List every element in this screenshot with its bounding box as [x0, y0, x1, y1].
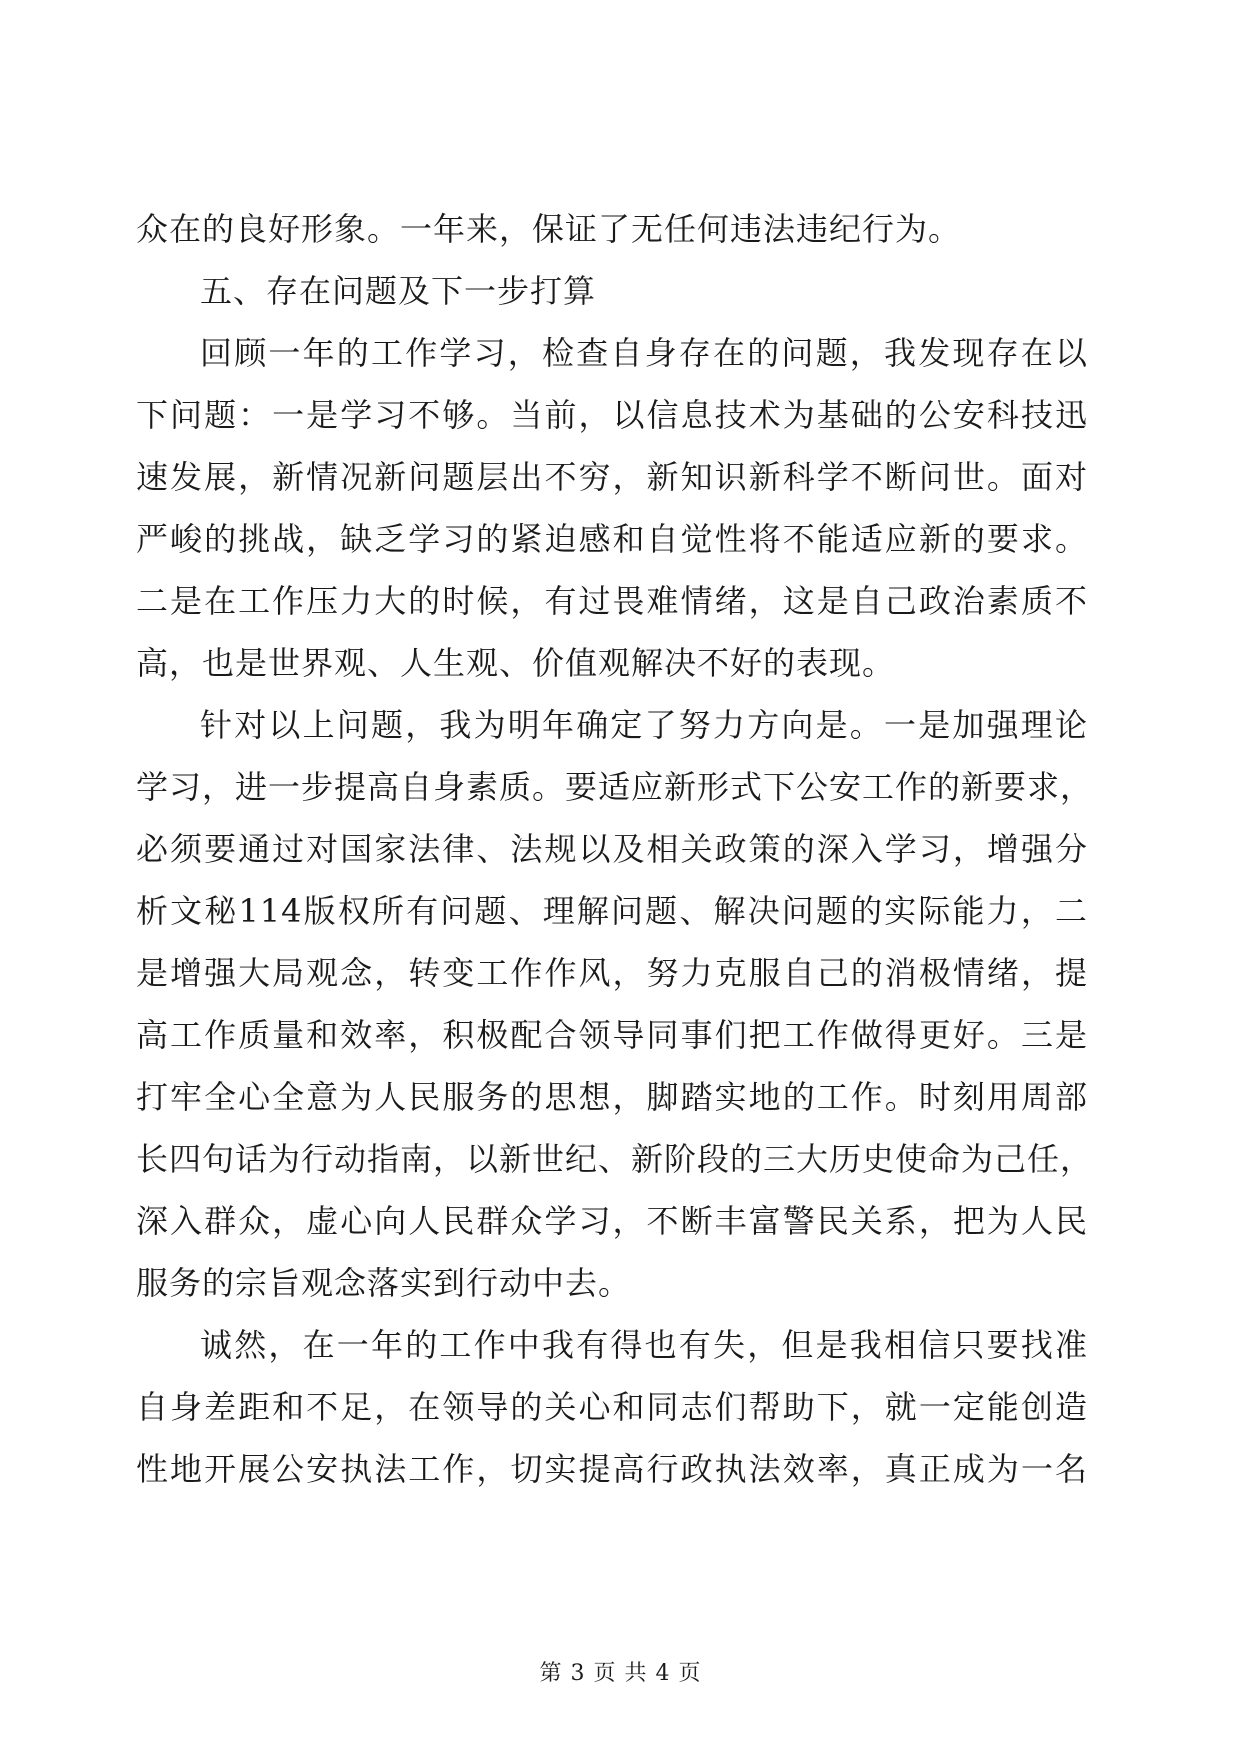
section-heading: 五、存在问题及下一步打算: [200, 272, 597, 310]
text-line: 下问题：一是学习不够。当前，以信息技术为基础的公安科技迅: [136, 396, 1088, 434]
text-line: 长四句话为行动指南，以新世纪、新阶段的三大历史使命为己任，: [136, 1140, 1094, 1178]
text-line: 学习，进一步提高自身素质。要适应新形式下公安工作的新要求，: [136, 768, 1094, 806]
text-line: 众在的良好形象。一年来，保证了无任何违法违纪行为。: [136, 210, 962, 248]
text-line: 速发展，新情况新问题层出不穷，新知识新科学不断问世。面对: [136, 458, 1088, 496]
text-line: 必须要通过对国家法律、法规以及相关政策的深入学习，增强分: [136, 830, 1088, 868]
text-line: 高工作质量和效率，积极配合领导同事们把工作做得更好。三是: [136, 1016, 1088, 1054]
text-line: 打牢全心全意为人民服务的思想，脚踏实地的工作。时刻用周部: [136, 1078, 1088, 1116]
text-line: 高，也是世界观、人生观、价值观解决不好的表现。: [136, 644, 896, 682]
text-line: 深入群众，虚心向人民群众学习，不断丰富警民关系，把为人民: [136, 1202, 1088, 1240]
text-line: 自身差距和不足，在领导的关心和同志们帮助下，就一定能创造: [136, 1388, 1088, 1426]
page-number-footer: 第 3 页 共 4 页: [539, 1661, 702, 1686]
text-line: 回顾一年的工作学习，检查自身存在的问题，我发现存在以: [200, 334, 1088, 372]
text-line: 严峻的挑战，缺乏学习的紧迫感和自觉性将不能适应新的要求。: [136, 520, 1088, 558]
document-body: [136, 198, 1094, 1500]
text-line: 性地开展公安执法工作，切实提高行政执法效率，真正成为一名: [136, 1450, 1088, 1488]
text-line: 析文秘114版权所有问题、理解问题、解决问题的实际能力，二: [136, 892, 1088, 930]
text-line: 服务的宗旨观念落实到行动中去。: [136, 1264, 632, 1302]
text-line: 是增强大局观念，转变工作作风，努力克服自己的消极情绪，提: [136, 954, 1088, 992]
text-line: 针对以上问题，我为明年确定了努力方向是。一是加强理论: [200, 706, 1088, 744]
text-line: 二是在工作压力大的时候，有过畏难情绪，这是自己政治素质不: [136, 582, 1088, 620]
text-line: 诚然，在一年的工作中我有得也有失，但是我相信只要找准: [200, 1326, 1088, 1364]
